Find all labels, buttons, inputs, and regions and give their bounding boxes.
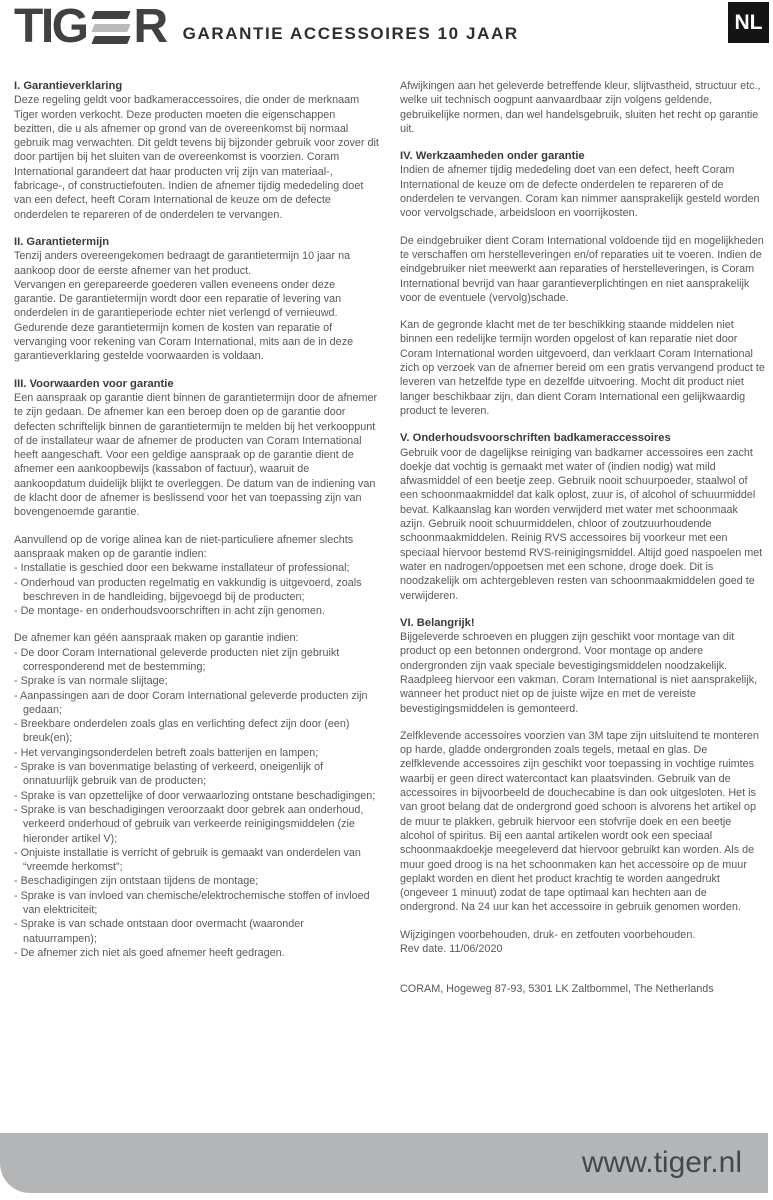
section-heading: IV. Werkzaamheden onder garantie — [400, 150, 585, 163]
paragraph-gap — [400, 716, 765, 729]
paragraph: Indien de afnemer tijdig mededeling doet van een defect, heeft Coram International de keuze om de defecte onderdelen te repareren of de onderdelen te vervangen. Coram kan nimmer aansprakelijk gesteld worden voor vervolgschade, arbeidsloon en voorrijkosten. — [400, 164, 760, 220]
paragraph-gap — [400, 221, 765, 234]
paragraph-gap — [400, 915, 765, 928]
paragraph: Een aanspraak op garantie dient binnen de garantietermijn door de afnemer te zijn gedaan. De afnemer kan een beroep doen op de garantie door defecten schriftelijk binnen de garantietermijn te melden bij het verkooppunt of de installateur waar de afnemer de producten van Coram International heeft aangeschaft. Voor een geldige aanspraak op de garantie dient de afnemer een aankoopbewijs (kassabon of factuur), waaruit de aankoopdatum duidelijk blijkt te overleggen. De datum van de indiening van de klacht door de afnemer is beslissend voor het van toepassing zijn van bovengenoemde garantie. — [14, 391, 378, 519]
paragraph: De eindgebruiker dient Coram International voldoende tijd en mogelijkheden te verschaffen om herstelleveringen en/of reparaties uit te voeren. Indien de eindgebruiker niet meewerkt aan reparaties of herstelleveringen, is Coram International bevrijd van haar garantieverplichtingen en niet aansprakelijk voor de eventuele (vervolg)schade. — [400, 234, 764, 304]
left-column — [14, 79, 379, 997]
paragraph-gap — [14, 618, 379, 631]
paragraph: Rev date. 11/06/2020 — [400, 943, 503, 956]
list-item: - Aanpassingen aan de door Coram International geleverde producten zijn gedaan; — [14, 689, 368, 716]
paragraph: Gedurende deze garantietermijn komen de kosten van reparatie of vervanging voor rekening van Coram International, mits aan de in deze garantieverklaring gestelde voorwaarden is voldaan. — [14, 321, 354, 363]
list-item: - De afnemer zich niet als goed afnemer heeft gedragen. — [14, 946, 285, 959]
paragraph-gap — [14, 364, 379, 377]
paragraph-gap — [400, 969, 765, 982]
list-item: - Sprake is van opzettelijke of door verwaarlozing ontstane beschadigingen; — [14, 789, 376, 802]
tiger-logo — [14, 0, 166, 53]
paragraph: Zelfklevende accessoires voorzien van 3M tape zijn uitsluitend te monteren op harde, gladde ondergronden zoals tegels, metaal en glas. De zelfklevende accessoires zijn geschikt voor toepassing in vochtige ruimtes waarbij er geen direct watercontact kan plaatsvinden. Gebruik van de accessoires in bijvoorbeeld de douchecabine is dan ook uitgesloten. Het is van groot belang dat de ondergrond goed schoon is alvorens het artikel op de muur te plakken, gebruik hiervoor een stofvrije doek en een beetje alcohol of spiritus. Bij een aantal artikelen wordt ook een speciaal schoonmaakdoekje meegeleverd dat hiervoor gebruikt kan worden. Als de muur goed droog is na het schoonmaken kan het accessoire op de muur geplakt worden en dient het product krachtig te worden aangedrukt (ongeveer 1 minuut) zodat de tape optimaal kan hechten aan de ondergrond. Na 24 uur kan het accessoire in gebruik genomen worden. — [400, 729, 759, 914]
section-heading: V. Onderhoudsvoorschriften badkameraccessoires — [400, 432, 671, 445]
paragraph: Wijzigingen voorbehouden, druk- en zetfouten voorbehouden. — [400, 928, 696, 941]
logo-bar-middle — [91, 24, 130, 32]
paragraph: De afnemer kan géén aanspraak maken op garantie indien: — [14, 632, 299, 645]
paragraph: Tenzij anders overeengekomen bedraagt de garantietermijn 10 jaar na aankoop door de eerste afnemer van het product. — [14, 250, 351, 277]
document-header — [0, 0, 773, 60]
paragraph: Deze regeling geldt voor badkameraccessoires, die onder de merknaam Tiger worden verkocht. Deze producten moeten die eigenschappen bezitten, die u als afnemer op grond van de overeenkomst bij normaal gebruik mag verwachten. Dit geldt tevens bij bijzonder gebruik voor zover dit door partijen bij het sluiten van de overeenkomst is voorzien. Coram International garandeert dat haar producten vrij zijn van materiaal-, fabricage-, of constructiefouten. Indien de afnemer tijdig mededeling doet van een defect, heeft Coram International de keuze om de defecte onderdelen te repareren of de onderdelen te vervangen. — [14, 94, 379, 221]
section-heading: III. Voorwaarden voor garantie — [14, 377, 174, 390]
list-item: - Sprake is van beschadigingen veroorzaakt door gebrek aan onderhoud, verkeerd onderhoud of gebruik van verkeerde reinigingsmiddelen (zie hieronder artikel V); — [14, 803, 364, 845]
document-body — [0, 60, 773, 997]
list-item: - De door Coram International geleverde producten niet zijn gebruikt corresponderend met de bestemming; — [14, 646, 340, 673]
list-item: - Sprake is van schade ontstaan door overmacht (waaronder natuurrampen); — [14, 918, 304, 945]
list-item: - De montage- en onderhoudsvoorschriften in acht zijn genomen. — [14, 605, 325, 618]
paragraph-gap — [400, 305, 765, 318]
logo-bar-bottom — [91, 36, 130, 44]
list-item: - Beschadigingen zijn ontstaan tijdens de montage; — [14, 875, 259, 888]
paragraph-gap — [400, 418, 765, 431]
language-badge: NL — [728, 2, 769, 43]
page-title: GARANTIE ACCESSOIRES 10 JAAR — [182, 24, 519, 43]
tiger-logo-text-right: R — [133, 0, 166, 53]
list-item: - Onderhoud van producten regelmatig en vakkundig is uitgevoerd, zoals beschreven in de handleiding, bijgevoegd bij de producten; — [14, 576, 362, 603]
paragraph: CORAM, Hogeweg 87-93, 5301 LK Zaltbommel, The Netherlands — [400, 983, 714, 996]
section-heading: I. Garantieverklaring — [14, 80, 123, 92]
paragraph: Afwijkingen aan het geleverde betreffende kleur, slijtvastheid, structuur etc., welke uit technisch oogpunt aanvaardbaar zijn volgens geldende, gebruikelijke normen, dan wel handelsgebruik, sluiten het recht op garantie uit. — [400, 80, 761, 135]
list-item: - Sprake is van normale slijtage; — [14, 675, 168, 688]
list-item: - Onjuiste installatie is verricht of gebruik is gemaakt van onderdelen van “vreemde herkomst”; — [14, 846, 361, 874]
section-heading: VI. Belangrijk! — [400, 616, 475, 629]
paragraph: Vervangen en gerepareerde goederen vallen eveneens onder deze garantie. De garantietermijn wordt door een reparatie of levering van onderdelen in de garantieperiode echter niet verlengd of vernieuwd. — [14, 278, 342, 320]
list-item: - Sprake is van bovenmatige belasting of verkeerd, oneigenlijk of onnatuurlijk gebruik van de producten; — [14, 761, 324, 788]
list-item: - Breekbare onderdelen zoals glas en verlichting defect zijn door (een) breuk(en); — [14, 718, 350, 745]
paragraph-gap — [400, 603, 765, 616]
paragraph-gap — [400, 136, 765, 149]
paragraph: Bijgeleverde schroeven en pluggen zijn geschikt voor montage van dit product op een betonnen ondergrond. Voor montage op andere ondergronden zijn vaak speciale bevestigingsmiddelen noodzakelijk. Raadpleeg hiervoor een vakman. Coram International is niet aansprakelijk, wanneer het product niet op de juiste wijze en met de vereiste bevestigingsmiddelen is gemonteerd. — [400, 631, 758, 715]
list-item: - Sprake is van invloed van chemische/elektrochemische stoffen of invloed van elektriciteit; — [14, 889, 370, 917]
logo-bar-top — [91, 11, 130, 19]
tiger-logo-e-icon — [93, 11, 129, 44]
paragraph-gap — [14, 222, 379, 235]
paragraph-gap — [400, 956, 765, 969]
right-column — [400, 79, 765, 997]
list-item: - Het vervangingsonderdelen betreft zoals batterijen en lampen; — [14, 746, 319, 759]
paragraph: Gebruik voor de dagelijkse reiniging van badkamer accessoires een zacht doekje dat vochtig is gemaakt met water of (indien nodig) wat mild afwasmiddel of een beetje zeep. Gebruik nooit schuurpoeder, staalwol of een schoonmaakmiddel dat kalk oplost, zuur is, of alcohol of schuurmiddel bevat. Kalkaanslag kan worden verwijderd met water met schoonmaak azijn. Gebruik nooit schuurmiddelen, chloor of zoutzuurhoudende schoonmaakmiddelen. Reinig RVS accessoires bij voorkeur met een speciaal hiervoor bestemd RVS-reinigingsmiddel. Altijd goed naspoelen met water en nadrogen/oppoetsen met een schone, droge doek. Dit is noodzakelijk om achtergebleven resten van schoonmaakmiddelen goed te verwijderen. — [400, 446, 763, 602]
section-heading: II. Garantietermijn — [14, 235, 110, 248]
paragraph-gap — [14, 520, 379, 533]
list-item: - Installatie is geschied door een bekwame installateur of professional; — [14, 562, 350, 575]
footer-bar — [0, 1133, 768, 1193]
tiger-logo-text-left: TIG — [14, 0, 87, 53]
paragraph: Aanvullend op de vorige alinea kan de niet-particuliere afnemer slechts aanspraak maken op de garantie indien: — [14, 533, 354, 560]
website-link[interactable]: www.tiger.nl — [581, 1146, 742, 1179]
paragraph: Kan de gegronde klacht met de ter beschikking staande middelen niet binnen een redelijke termijn worden opgelost of kan reparatie niet door Coram International worden uitgevoerd, dan verklaart Coram International zich op verzoek van de afnemer bereid om een gratis vervangend product te leveren van hetzelfde type en dezelfde uitvoering. Mocht dit product niet langer beschikbaar zijn, dan dient Coram International een gelijkwaardig product te leveren. — [400, 319, 765, 417]
